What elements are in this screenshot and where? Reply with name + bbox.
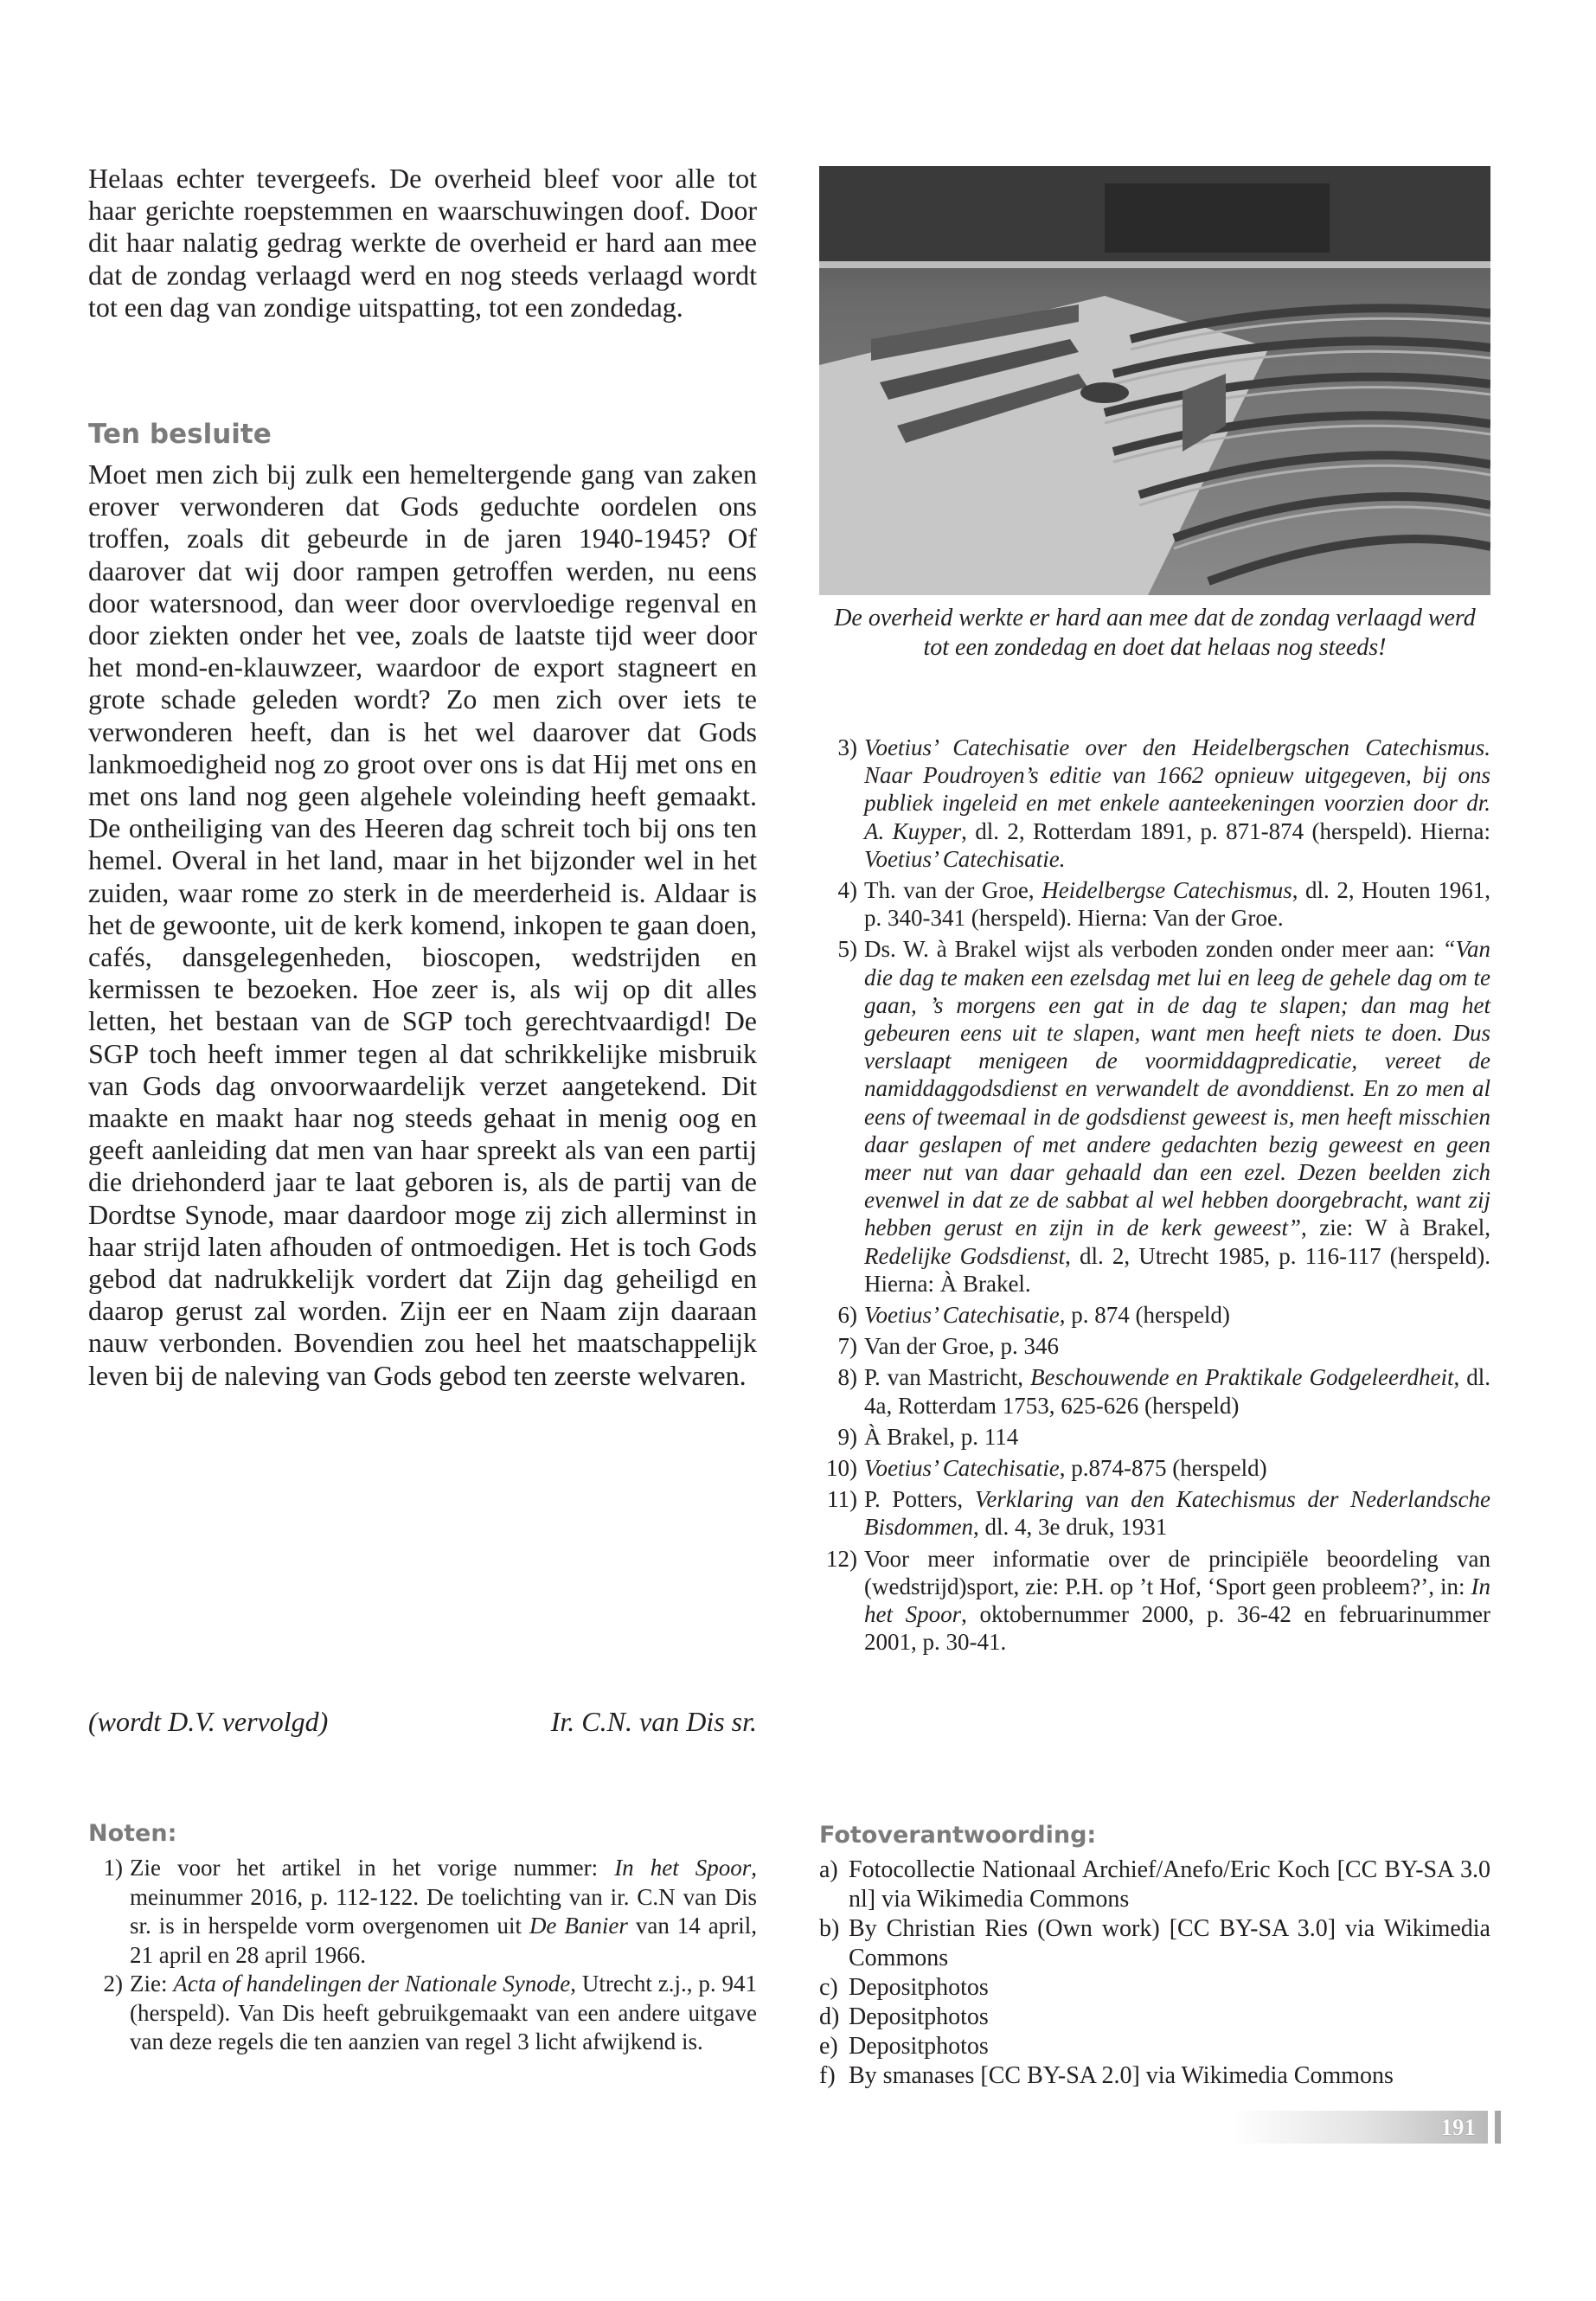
ref-number: 11): [827, 1486, 857, 1513]
reference-item: [819, 876, 1490, 932]
credit-letter: f): [819, 2062, 836, 2089]
credit-letter: e): [819, 2033, 838, 2060]
author: Ir. C.N. van Dis sr.: [550, 1706, 757, 1737]
ref-italic: Heidelbergse Catechismus: [1042, 877, 1292, 904]
page-number-bar: [1233, 2111, 1488, 2144]
reference-item: [819, 935, 1490, 1298]
ref-text: , dl. 4a, Rotterdam 1753, 625-626 (herspeld): [864, 1364, 1490, 1419]
note-text: Zie voor het artikel in het vorige nummer:: [130, 1855, 615, 1881]
credit-letter: c): [819, 1974, 838, 2001]
continued-note: (wordt D.V. vervolgd): [88, 1706, 329, 1737]
parliament-chamber-photo: [819, 166, 1490, 595]
ref-number: 3): [837, 734, 857, 760]
ref-text: Ds. W. à Brakel wijst als verboden zonden onder meer aan:: [864, 936, 1443, 963]
credit-item: [819, 2061, 1490, 2091]
note-item: [88, 1854, 757, 1970]
credit-text: By smanases [CC BY-SA 2.0] via Wikimedia Commons: [849, 2062, 1394, 2089]
ref-italic: Redelijke Godsdienst: [864, 1242, 1066, 1269]
credit-item: [819, 1914, 1490, 1973]
ref-italic: In het Spoor: [864, 1573, 1490, 1628]
ref-number: 8): [837, 1364, 857, 1391]
note-text: Zie:: [130, 1971, 174, 1997]
reference-item: [819, 1485, 1490, 1541]
references-list: [819, 734, 1490, 1660]
photo-credits-heading: Fotoverantwoording:: [819, 1822, 1097, 1849]
reference-item: [819, 1332, 1490, 1360]
ref-text: , dl. 4, 3e druk, 1931: [972, 1514, 1168, 1541]
notes-list: [88, 1854, 757, 2057]
note-number: 1): [103, 1855, 123, 1881]
credit-letter: a): [819, 1856, 838, 1883]
note-text: van 14 april, 21 april en 28 april 1966.: [130, 1913, 757, 1968]
ref-number: 4): [837, 877, 857, 904]
note-item: [88, 1970, 757, 2057]
ref-number: 5): [837, 936, 857, 963]
ref-number: 10): [826, 1455, 857, 1482]
ref-text: , dl. 2, Houten 1961, p. 340-341 (herspeld). Hierna: Van der Groe.: [864, 877, 1490, 932]
paragraph-1: Helaas echter tevergeefs. De overheid bleef voor alle tot haar gerichte roepstemmen en waarschuwingen doof. Door dit haar nalatig gedrag werkte de overheid er hard aan mee dat de zondag verlaagd werd en nog steeds verlaagd wordt tot een dag van zondige uitspatting, tot een zondedag.: [88, 163, 757, 323]
reference-item: [819, 1545, 1490, 1657]
credit-text: Depositphotos: [849, 2033, 989, 2060]
ref-italic: Voetius’ Catechisatie: [864, 1455, 1060, 1482]
notes-heading: [88, 1820, 176, 1847]
ref-text: , p.874-875 (herspeld): [1059, 1455, 1267, 1482]
credit-item: [819, 1973, 1490, 2003]
reference-item: [819, 1363, 1490, 1419]
ref-text: Th. van der Groe,: [864, 877, 1042, 904]
photo-illustration: [819, 166, 1490, 595]
ref-number: 9): [837, 1423, 857, 1450]
credit-letter: d): [819, 2003, 840, 2030]
ref-text: , zie: W à Brakel,: [1301, 1215, 1490, 1241]
credit-item: [819, 2003, 1490, 2032]
credit-item: [819, 1856, 1490, 1914]
reference-item: [819, 1454, 1490, 1482]
ref-text: , oktobernummer 2000, p. 36-42 en februarinummer 2001, p. 30-41.: [864, 1601, 1490, 1656]
ref-number: 12): [826, 1545, 857, 1572]
credit-item: [819, 2032, 1490, 2061]
notes-heading-colon: :: [167, 1820, 177, 1847]
ref-text: , dl. 2, Rotterdam 1891, p. 871-874 (herspeld). Hierna:: [961, 817, 1490, 844]
notes-heading-text: Noten: [88, 1820, 168, 1847]
ref-text: À Brakel, p. 114: [864, 1423, 1019, 1450]
ref-italic: Voetius’ Catechisatie.: [864, 845, 1066, 872]
credit-text: Depositphotos: [849, 1974, 989, 2001]
reference-item: [819, 1423, 1490, 1451]
note-italic: Acta of handelingen der Nationale Synode: [173, 1971, 571, 1997]
signature-line: [88, 1706, 757, 1738]
note-italic: De Banier: [529, 1913, 628, 1939]
reference-item: [819, 1301, 1490, 1329]
page-bar-end: [1495, 2111, 1501, 2144]
ref-number: 6): [837, 1302, 857, 1329]
note-italic: In het Spoor: [614, 1855, 752, 1881]
photo-credits-list: [819, 1856, 1490, 2091]
ref-number: 7): [837, 1333, 857, 1360]
ref-italic: Voetius’ Catechisatie over den Heidelbergschen Catechismus. Naar Poudroyen’s editie van 1662 opnieuw uitgegeven, bij ons publiek ingeleid en met enkele aanteekeningen voorzien door dr. A. Kuyper: [864, 734, 1490, 844]
ref-italic: Voetius’ Catechisatie,: [864, 1302, 1066, 1329]
page-number: 191: [1440, 2114, 1476, 2140]
credit-text: By Christian Ries (Own work) [CC BY-SA 3.0] via Wikimedia Commons: [849, 1915, 1490, 1971]
photo-caption: De overheid werkte er hard aan mee dat de zondag verlaagd werd tot een zondedag en doet dat helaas nog steeds!: [834, 605, 1476, 661]
ref-text: , dl. 2, Utrecht 1985, p. 116-117 (herspeld). Hierna: À Brakel.: [864, 1242, 1490, 1297]
ref-text: p. 874 (herspeld): [1065, 1302, 1230, 1329]
ref-text: Voor meer informatie over de principiële beoordeling van (wedstrijd)sport, zie: P.H. op ’t Hof, ‘Sport geen probleem?’, in:: [864, 1545, 1490, 1599]
ref-text: P. van Mastricht,: [864, 1364, 1031, 1391]
ref-italic: “Van die dag te maken een ezelsdag met lui en leeg de gehele dag om te gaan, ’s morgens een gat in de dag te slapen; dan mag het gebeuren eens uit te slapen, want men heeft niets te doen. Dus verslaapt menigeen de voormiddagpredicatie, vereet de namiddaggodsdienst en verwandelt de avonddienst. En zo men al eens of tweemaal in de godsdienst geweest is, men heeft misschien daar geslapen of met andere gedachten bezig geweest en geen meer nut van daar gehaald dan een ezel. Dezen beelden zich evenwel in dat ze de sabbat al wel hebben doorgebracht, want zij hebben gerust en zijn in de kerk geweest”: [864, 936, 1490, 1241]
note-number: 2): [103, 1971, 123, 1997]
ref-italic: Verklaring van den Katechismus der Nederlandsche Bisdommen: [864, 1486, 1491, 1541]
ref-text: Van der Groe, p. 346: [864, 1333, 1059, 1360]
ref-italic: Beschouwende en Praktikale Godgeleerdheit: [1030, 1364, 1454, 1391]
credit-text: Fotocollectie Nationaal Archief/Anefo/Eric Koch [CC BY-SA 3.0 nl] via Wikimedia Commons: [849, 1856, 1490, 1913]
note-text: , Utrecht z.j., p. 941 (herspeld). Van Dis heeft gebruikgemaakt van een andere uitgave van deze regels die ten aanzien van regel 3 licht afwijkend is.: [130, 1971, 757, 2054]
paragraph-2: Moet men zich bij zulk een hemeltergende gang van zaken erover verwonderen dat Gods geduchte oordelen ons troffen, zoals dit gebeurde in de jaren 1940-1945? Of daarover dat wij door rampen getroffen werden, nu eens door watersnood, dan weer door overvloedige regenval en door ziekten onder het vee, zoals de laatste tijd weer door het mond-en-klauwzeer, waardoor de export stagneert en grote schade geleden wordt? Zo men zich over iets te verwonderen heeft, dan is het wel daarover dat Gods lankmoedigheid nog zo groot over ons is dat Hij met ons en met ons land nog geen algehele voleinding heeft gemaakt. De ontheiliging van des Heeren dag schreit toch bij ons ten hemel. Overal in het land, maar in het bijzonder wel in het zuiden, waar rome zo sterk in de meerderheid is. Aldaar is het de gewoonte, uit de kerk komend, inkopen te gaan doen, cafés, dansgelegenheden, bioscopen, wedstrijden en kermissen te bezoeken. Hoe zeer is, als wij op dit alles letten, het bestaan van de SGP toch gerechtvaardigd! De SGP toch heeft immer tegen al dat schrikkelijke misbruik van Gods dag onvoorwaardelijk verzet aangetekend. Dit maakte en maakt haar nog steeds gehaat in menig oog en geeft aanleiding dat men van haar spreekt als van een partij die driehonderd jaar te laat geboren is, als de partij van de Dordtse Synode, maar daardoor moge zij zich allerminst in haar strijd laten afhouden of ontmoedigen. Het is toch Gods gebod dat nadrukkelijk vordert dat Zijn dag geheiligd en daarop gerust zal worden. Zijn eer en Naam zijn daaraan nauw verbonden. Bovendien zou heel het maatschappelijk leven bij de naleving van Gods gebod ten zeerste welvaren.: [88, 458, 757, 1391]
credit-letter: b): [819, 1915, 840, 1942]
note-text: , meinummer 2016, p. 112-122. De toelichting van ir. C.N van Dis sr. is in herspelde vorm overgenomen uit: [130, 1855, 757, 1939]
ref-text: P. Potters,: [864, 1486, 975, 1513]
section-heading: Ten besluite: [88, 419, 272, 450]
credit-text: Depositphotos: [849, 2003, 989, 2030]
reference-item: [819, 734, 1490, 873]
